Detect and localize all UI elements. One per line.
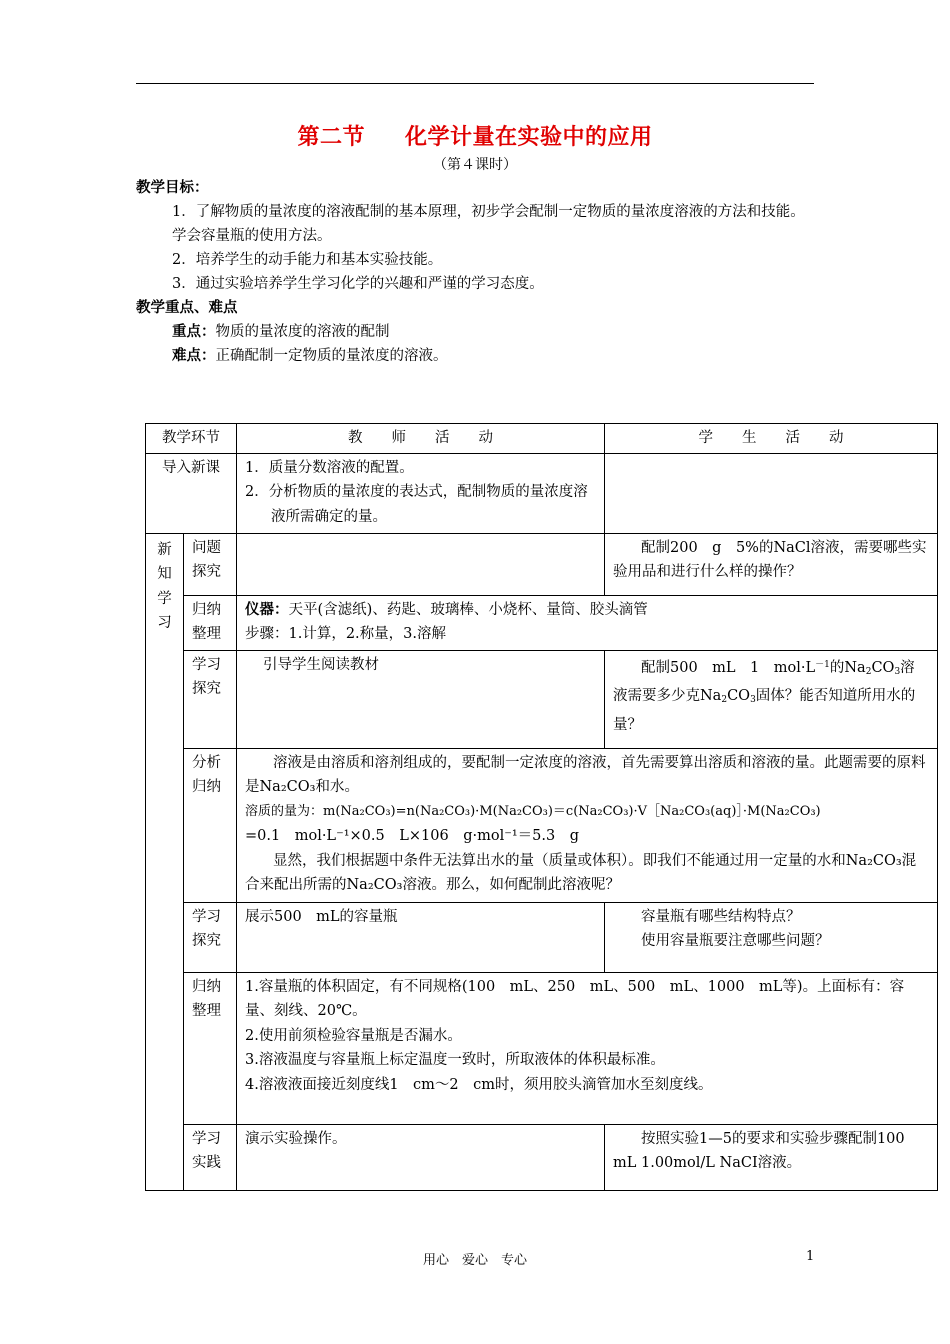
objectives-section <box>136 176 816 368</box>
student-cell: 按照实验1—5的要求和实验步骤配制100 mL 1.00mol/L NaCI溶液。 <box>605 1124 938 1190</box>
stage-cell: 导入新课 <box>146 453 237 533</box>
table-row <box>146 533 938 595</box>
objectives-heading: 教学目标： <box>136 179 209 196</box>
title-section: 第二节 <box>297 124 365 150</box>
list-item: 2．分析物质的量浓度的表达式，配制物质的量浓度溶液所需确定的量。 <box>245 484 588 525</box>
list-item: 1．质量分数溶液的配置。 <box>245 459 414 476</box>
section-cell: 新知学习 <box>146 533 184 1190</box>
table-row <box>146 902 938 972</box>
table-row <box>146 1124 938 1190</box>
title-topic: 化学计量在实验中的应用 <box>405 124 653 150</box>
objective-item: 3．通过实验培养学生学习化学的兴趣和严谨的学习态度。 <box>172 276 544 292</box>
stage-cell: 学习实践 <box>184 1124 237 1190</box>
stage-cell: 问题探究 <box>184 533 237 595</box>
list-item: 3.溶液温度与容量瓶上标定温度一致时，所取液体的体积最标准。 <box>245 1052 665 1068</box>
list-item: 1.容量瓶的体积固定，有不同规格(100 mL、250 mL、500 mL、1000 mL等)。上面标有：容量、刻线、20℃。 <box>245 978 905 1019</box>
lesson-table <box>145 423 938 1191</box>
student-cell <box>605 453 938 533</box>
teacher-cell: 引导学生阅读教材 <box>237 650 605 748</box>
objective-item: 2．培养学生的动手能力和基本实验技能。 <box>172 252 443 268</box>
difficult-point: 难点：正确配制一定物质的量浓度的溶液。 <box>172 347 448 364</box>
table-row <box>146 748 938 902</box>
table-row <box>146 650 938 748</box>
stage-cell: 学习探究 <box>184 902 237 972</box>
stage-cell: 归纳整理 <box>184 972 237 1124</box>
analysis-cell: 溶液是由溶质和溶剂组成的，要配制一定浓度的溶液，首先需要算出溶质和溶液的量。此题需要的原料是Na₂CO₃和水。 溶质的量为：m(Na₂CO₃)=n(Na₂CO₃)·M(Na₂CO₃)＝c(Na₂CO₃)·V［Na₂CO₃(aq)］·M(Na₂CO₃) =0.1 mol·L⁻¹×0.5 L×106 g·mol⁻¹＝5.3 g 显然，我们根据题中条件无法算出水的量（质量或体积）。即我们不能通过用一定量的水和Na₂CO₃混合来配出所需的Na₂CO₃溶液。那么，如何配制此溶液呢？ <box>237 748 938 902</box>
page-number: 1 <box>806 1249 815 1264</box>
teacher-cell: 仪器：天平(含滤纸)、药匙、玻璃棒、小烧杯、量筒、胶头滴管 步骤：1.计算，2.称量，3.溶解 <box>237 595 938 650</box>
table-row <box>146 972 938 1124</box>
table-row <box>146 453 938 533</box>
page-title <box>0 120 950 151</box>
student-cell: 配制500 mL 1 $mol\cdot L^{-1}$的$Na_2CO_3$溶液需要多少克$Na_2CO_3$固体？能否知道所用水的量？ <box>605 650 938 748</box>
key-point: 重点：物质的量浓度的溶液的配制 <box>172 323 390 340</box>
header-teacher: 教 师 活 动 <box>237 424 605 454</box>
key-points-heading: 教学重点、难点 <box>136 299 238 316</box>
table-header-row <box>146 424 938 454</box>
teacher-cell <box>237 533 605 595</box>
header-student: 学 生 活 动 <box>605 424 938 454</box>
list-item: 4.溶液液面接近刻度线1 cm～2 cm时，须用胶头滴管加水至刻度线。 <box>245 1076 713 1093</box>
table-row <box>146 595 938 650</box>
objective-item: 1．了解物质的量浓度的溶液配制的基本原理，初步学会配制一定物质的量浓度溶液的方法和技能。学会容量瓶的使用方法。 <box>172 204 805 244</box>
student-cell: 配制200 g 5%的NaCl溶液，需要哪些实验用品和进行什么样的操作？ <box>605 533 938 595</box>
header-stage: 教学环节 <box>146 424 237 454</box>
teacher-cell <box>237 453 605 533</box>
list-item: 2.使用前须检验容量瓶是否漏水。 <box>245 1027 462 1044</box>
header-rule <box>136 83 814 84</box>
student-cell: 容量瓶有哪些结构特点？ 使用容量瓶要注意哪些问题？ <box>605 902 938 972</box>
footer-motto: 用心 爱心 专心 <box>422 1253 527 1268</box>
stage-cell: 学习探究 <box>184 650 237 748</box>
teacher-cell: 展示500 mL的容量瓶 <box>237 902 605 972</box>
stage-cell: 归纳整理 <box>184 595 237 650</box>
teacher-cell: 演示实验操作。 <box>237 1124 605 1190</box>
teacher-cell <box>237 972 938 1124</box>
stage-cell: 分析归纳 <box>184 748 237 902</box>
subtitle: （第４课时） <box>433 157 517 173</box>
